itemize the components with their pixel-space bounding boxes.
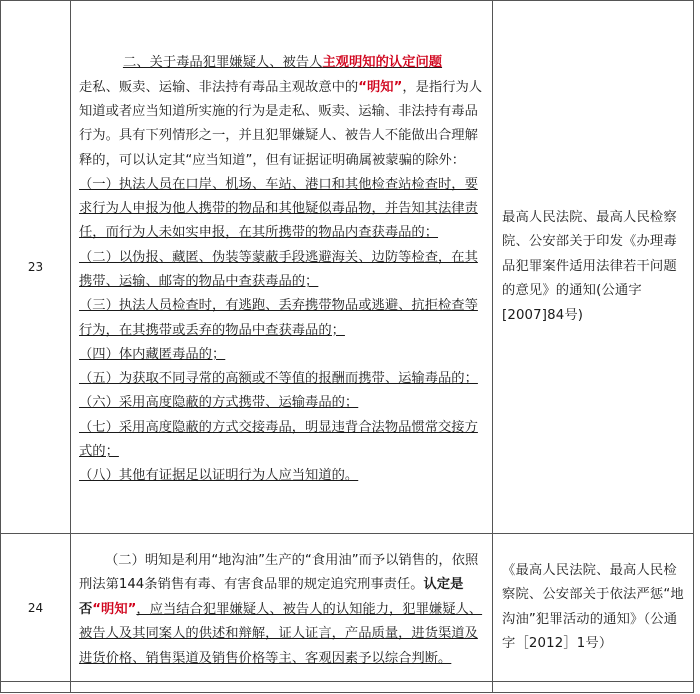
- list-item: （四）体内藏匿毒品的；: [79, 346, 226, 362]
- list-item: （八）其他有证据足以证明行为人应当知道的。: [79, 468, 359, 484]
- intro-paragraph: 走私、贩卖、运输、非法持有毒品主观故意中的“明知”，是指行为人知道或者应当知道所实施的行为是走私、贩卖、运输、非法持有毒品行为。具有下列情形之一，并且犯罪嫌疑人、被告人不能做出合理解释的，可以认定其“应当知道”，但有证据证明确属被蒙骗的除外：: [79, 79, 483, 168]
- list-item: （七）采用高度隐蔽的方式交接毒品，明显违背合法物品惯常交接方式的；: [79, 419, 478, 460]
- list-item: （六）采用高度隐蔽的方式携带、运输毒品的；: [79, 395, 359, 411]
- row-number: 23: [1, 1, 71, 534]
- row-number: 24: [1, 534, 71, 682]
- row-source: 《最高人民法院、最高人民检察院、公安部关于依法严惩“地沟油”犯罪活动的通知》（公通字［2012］1号）: [493, 534, 694, 682]
- list-item: （三）执法人员检查时，有逃跑、丢弃携带物品或逃避、抗拒检查等行为，在其携带或丢弃的物品中查获毒品的；: [79, 298, 478, 338]
- list-item: （五）为获取不同寻常的高额或不等值的报酬而携带、运输毒品的；: [79, 371, 478, 387]
- list-item: （二）以伪报、藏匿、伪装等蒙蔽手段逃避海关、边防等检查，在其携带、运输、邮寄的物品中查获毒品的；: [79, 249, 478, 289]
- table-row: [1, 534, 694, 682]
- row-source: 最高人民法院、最高人民检察院、公安部关于印发《办理毒品犯罪案件适用法律若干问题的意见》的通知(公通字[2007]84号): [493, 1, 694, 534]
- table-row: [1, 682, 694, 693]
- list-item: （一）执法人员在口岸、机场、车站、港口和其他检查站检查时，要求行为人申报为他人携带的物品和其他疑似毒品物，并告知其法律责任，而行为人未如实申报，在其所携带的物品内查获毒品的；: [79, 176, 478, 241]
- paragraph: （二）明知是利用“地沟油”生产的“食用油”而予以销售的，依照刑法第144条销售有毒、有害食品罪的规定追究刑事责任。认定是否“明知”，应当结合犯罪嫌疑人、被告人的认知能力，犯罪嫌疑人、被告人及其同案人的供述和辩解，证人证言，产品质量，进货渠道及进货价格、销售渠道及销售价格等主、客观因素予以综合判断。: [79, 552, 483, 666]
- table-row: [1, 1, 694, 534]
- row-content: [71, 534, 493, 682]
- row-content: [71, 1, 493, 534]
- section-heading: 二、关于毒品犯罪嫌疑人、被告人主观明知的认定问题: [122, 55, 443, 71]
